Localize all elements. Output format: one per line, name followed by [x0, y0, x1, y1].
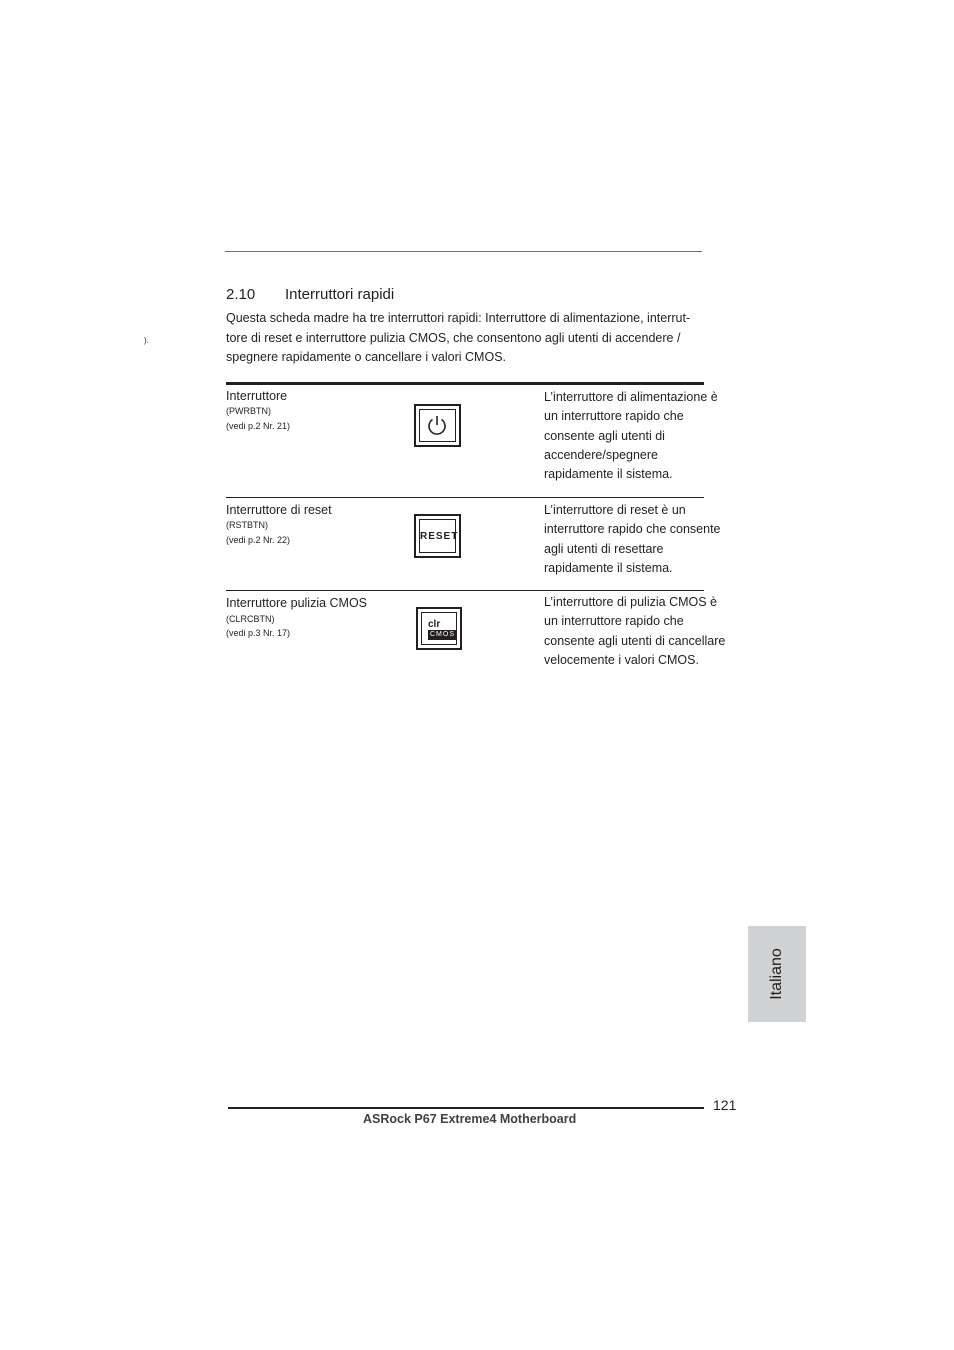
section-title: Interruttori rapidi: [285, 286, 395, 303]
cmos-icon-label: CMOS: [430, 631, 455, 638]
intro-line: spegnere rapidamente o cancellare i valori CMOS.: [226, 350, 506, 364]
language-label: Italiano: [768, 948, 785, 1000]
row-divider: [226, 590, 704, 591]
switch-description: [544, 593, 744, 670]
description-line: un interruttore rapido che: [544, 614, 684, 629]
reset-icon: [414, 514, 461, 558]
header-divider: [225, 251, 702, 252]
switch-code: (RSTBTN): [226, 520, 268, 530]
description-line: interruttore rapido che consente: [544, 522, 721, 537]
description-line: rapidamente il sistema.: [544, 467, 673, 482]
intro-line: tore di reset e interruttore pulizia CMOS, che consentono agli utenti di accendere /: [226, 330, 681, 345]
switch-code: (PWRBTN): [226, 406, 271, 416]
language-tab: [748, 926, 806, 1022]
description-line: L’interruttore di reset è un: [544, 503, 686, 517]
reset-icon-label: RESET: [420, 531, 459, 542]
switch-ref: (vedi p.3 Nr. 17): [226, 628, 291, 638]
description-line: agli utenti di resettare: [544, 541, 664, 556]
description-line: consente agli utenti di cancellare: [544, 633, 726, 648]
section-number: 2.10: [226, 286, 256, 303]
description-line: velocemente i valori CMOS.: [544, 652, 699, 667]
clear-cmos-icon: [416, 607, 462, 650]
description-line: L’interruttore di alimentazione è: [544, 390, 718, 404]
table-top-rule: [226, 382, 704, 385]
clr-icon-label: clr: [428, 619, 441, 630]
footer-divider: [228, 1107, 704, 1109]
description-line: L’interruttore di pulizia CMOS è: [544, 595, 717, 609]
switch-code: (CLRCBTN): [226, 614, 275, 624]
switch-ref: (vedi p.2 Nr. 22): [226, 535, 291, 545]
section-intro: [226, 309, 716, 368]
switch-name: Interruttore di reset: [226, 503, 332, 517]
row-divider: [226, 497, 704, 498]
description-line: accendere/spegnere: [544, 447, 658, 462]
switch-name: Interruttore pulizia CMOS: [226, 596, 368, 610]
margin-mark: ).: [144, 336, 149, 345]
switch-description: [544, 501, 744, 578]
page-number: 121: [713, 1097, 737, 1113]
switch-description: [544, 388, 744, 484]
description-line: un interruttore rapido che: [544, 409, 684, 424]
switch-name: Interruttore: [226, 389, 288, 403]
footer-product: ASRock P67 Extreme4 Motherboard: [363, 1112, 577, 1126]
description-line: rapidamente il sistema.: [544, 560, 673, 575]
power-icon: [414, 404, 461, 447]
description-line: consente agli utenti di: [544, 428, 665, 443]
switch-ref: (vedi p.2 Nr. 21): [226, 421, 291, 431]
intro-line: Questa scheda madre ha tre interruttori rapidi: Interruttore di alimentazione, interrut-: [226, 311, 691, 325]
